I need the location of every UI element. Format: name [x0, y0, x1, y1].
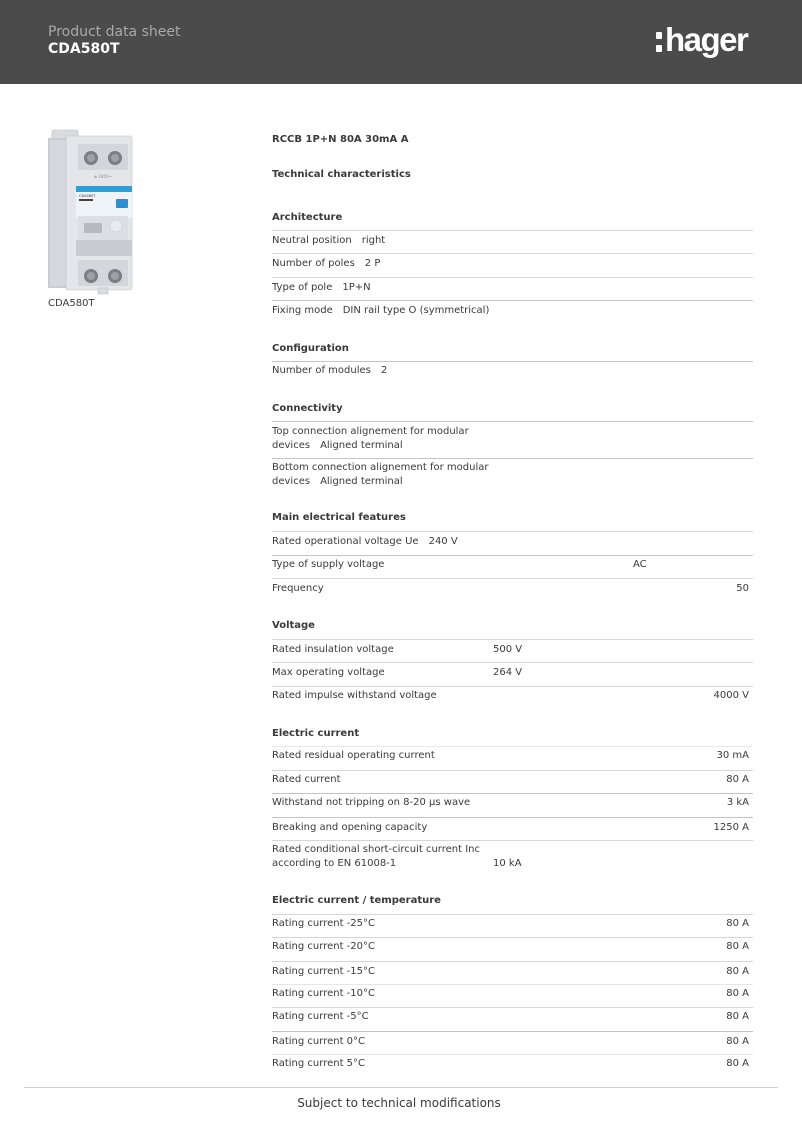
spec-value-rating-current-minus10: 80 A: [726, 988, 749, 999]
spec-label: Type of pole: [272, 282, 333, 293]
spec-value: Aligned terminal: [320, 476, 403, 487]
spec-value: 2: [380, 365, 388, 376]
spec-value: 240 V: [428, 536, 458, 547]
spec-label-rating-current-minus25: Rating current -25°C: [272, 918, 375, 929]
footer-divider: [24, 1087, 778, 1088]
divider: [272, 458, 753, 459]
spec-value-rating-current-minus25: 80 A: [726, 918, 749, 929]
spec-label-breaking-opening-capacity: Breaking and opening capacity: [272, 822, 428, 833]
divider: [272, 421, 753, 422]
spec-row-number-of-poles: [272, 257, 380, 271]
spec-label-type-of-supply-voltage: Type of supply voltage: [272, 559, 385, 570]
divider: [272, 746, 753, 747]
hager-logo: [656, 20, 747, 60]
rccb-device-icon: [48, 128, 136, 296]
spec-label-rating-current-0: Rating current 0°C: [272, 1036, 366, 1047]
page-header: [0, 0, 802, 84]
svg-text:CDA580T: CDA580T: [79, 194, 96, 198]
divider: [272, 984, 753, 985]
spec-row-neutral-position: [272, 234, 385, 248]
spec-value-breaking-opening-capacity: 1250 A: [713, 822, 749, 833]
divider: [272, 937, 753, 938]
spec-row-number-of-modules: [272, 364, 387, 378]
spec-value-rating-current-minus15: 80 A: [726, 966, 749, 977]
divider: [272, 639, 753, 640]
spec-value-rating-current-minus20: 80 A: [726, 941, 749, 952]
divider: [272, 578, 753, 579]
spec-value: 2 P: [364, 258, 381, 269]
spec-value-rated-insulation-voltage: 500 V: [493, 644, 523, 655]
spec-row-type-of-pole: [272, 281, 371, 295]
spec-value: DIN rail type O (symmetrical): [342, 305, 490, 316]
spec-value-max-operating-voltage: 264 V: [493, 667, 523, 678]
spec-value-rated-conditional-short-circuit-current: 10 kA: [493, 858, 522, 869]
spec-value-rated-current: 80 A: [726, 774, 749, 785]
spec-label: Rated operational voltage Ue: [272, 536, 419, 547]
spec-label: Bottom connection alignement for modular: [272, 462, 489, 473]
spec-label-rating-current-5: Rating current 5°C: [272, 1058, 366, 1069]
spec-label: Number of modules: [272, 365, 371, 376]
divider: [272, 1007, 753, 1008]
spec-label-rated-conditional-short-circuit-current: [272, 843, 480, 871]
section-title-voltage: Voltage: [272, 620, 315, 631]
spec-label-rating-current-minus20: Rating current -20°C: [272, 941, 375, 952]
svg-text:⊕ 240V~: ⊕ 240V~: [93, 174, 113, 179]
spec-value-rating-current-minus5: 80 A: [726, 1011, 749, 1022]
spec-label: according to EN 61008-1: [272, 858, 397, 869]
section-title-configuration: Configuration: [272, 343, 349, 354]
technical-characteristics-heading: Technical characteristics: [272, 169, 411, 180]
spec-row-rated-operational-voltage: [272, 535, 458, 549]
divider: [272, 300, 753, 301]
product-image-caption: CDA580T: [48, 298, 95, 309]
product-code: CDA580T: [48, 41, 120, 57]
divider: [272, 686, 753, 687]
divider: [272, 555, 753, 556]
spec-value: 1P+N: [342, 282, 371, 293]
spec-label-max-operating-voltage: Max operating voltage: [272, 667, 385, 678]
spec-value-type-of-supply-voltage: AC: [633, 559, 647, 570]
spec-label: Number of poles: [272, 258, 355, 269]
spec-label: Fixing mode: [272, 305, 333, 316]
divider: [272, 770, 753, 771]
divider: [272, 230, 753, 231]
spec-value-rating-current-0: 80 A: [726, 1036, 749, 1047]
spec-label: devices: [272, 476, 311, 487]
spec-value-rated-impulse-withstand-voltage: 4000 V: [713, 690, 749, 701]
spec-label-rated-current: Rated current: [272, 774, 341, 785]
divider: [272, 662, 753, 663]
divider: [272, 361, 753, 362]
spec-label-withstand-not-tripping: Withstand not tripping on 8-20 µs wave: [272, 797, 471, 808]
spec-row-top-connection-alignment: [272, 425, 469, 453]
spec-label-rated-residual-operating-current: Rated residual operating current: [272, 750, 435, 761]
section-title-electric-current: Electric current: [272, 728, 360, 739]
divider: [272, 277, 753, 278]
spec-label-rated-insulation-voltage: Rated insulation voltage: [272, 644, 394, 655]
spec-value-frequency: 50: [736, 583, 749, 594]
spec-value-rated-residual-operating-current: 30 mA: [716, 750, 749, 761]
divider: [272, 840, 753, 841]
spec-value: right: [361, 235, 386, 246]
document-type: Product data sheet: [48, 24, 181, 40]
spec-label-frequency: Frequency: [272, 583, 324, 594]
spec-label-rating-current-minus5: Rating current -5°C: [272, 1011, 369, 1022]
product-image: [48, 128, 136, 296]
spec-value-withstand-not-tripping: 3 kA: [726, 797, 749, 808]
spec-row-bottom-connection-alignment: [272, 461, 488, 489]
spec-label-rating-current-minus10: Rating current -10°C: [272, 988, 375, 999]
section-title-architecture: Architecture: [272, 212, 343, 223]
brand-name: hager: [665, 21, 748, 58]
footer-note: [0, 1096, 802, 1110]
divider: [272, 914, 753, 915]
section-title-main-electrical-features: Main electrical features: [272, 512, 406, 523]
spec-label: Top connection alignement for modular: [272, 426, 469, 437]
spec-label-rated-impulse-withstand-voltage: Rated impulse withstand voltage: [272, 690, 437, 701]
footer-text: Subject to technical modifications: [297, 1096, 501, 1110]
spec-label: devices: [272, 440, 311, 451]
divider: [272, 817, 753, 818]
spec-label: Rated conditional short-circuit current Inc: [272, 844, 481, 855]
divider: [272, 1031, 753, 1032]
divider: [272, 531, 753, 532]
spec-label: Neutral position: [272, 235, 352, 246]
divider: [272, 1054, 753, 1055]
section-title-connectivity: Connectivity: [272, 403, 343, 414]
logo-colon-icon: [656, 32, 662, 54]
divider: [272, 793, 753, 794]
spec-row-fixing-mode: [272, 304, 489, 318]
divider: [272, 253, 753, 254]
spec-label-rating-current-minus15: Rating current -15°C: [272, 966, 375, 977]
section-title-current-temperature: Electric current / temperature: [272, 895, 441, 906]
spec-value-rating-current-5: 80 A: [726, 1058, 749, 1069]
product-title: RCCB 1P+N 80A 30mA A: [272, 134, 409, 145]
spec-value: Aligned terminal: [320, 440, 403, 451]
divider: [272, 961, 753, 962]
